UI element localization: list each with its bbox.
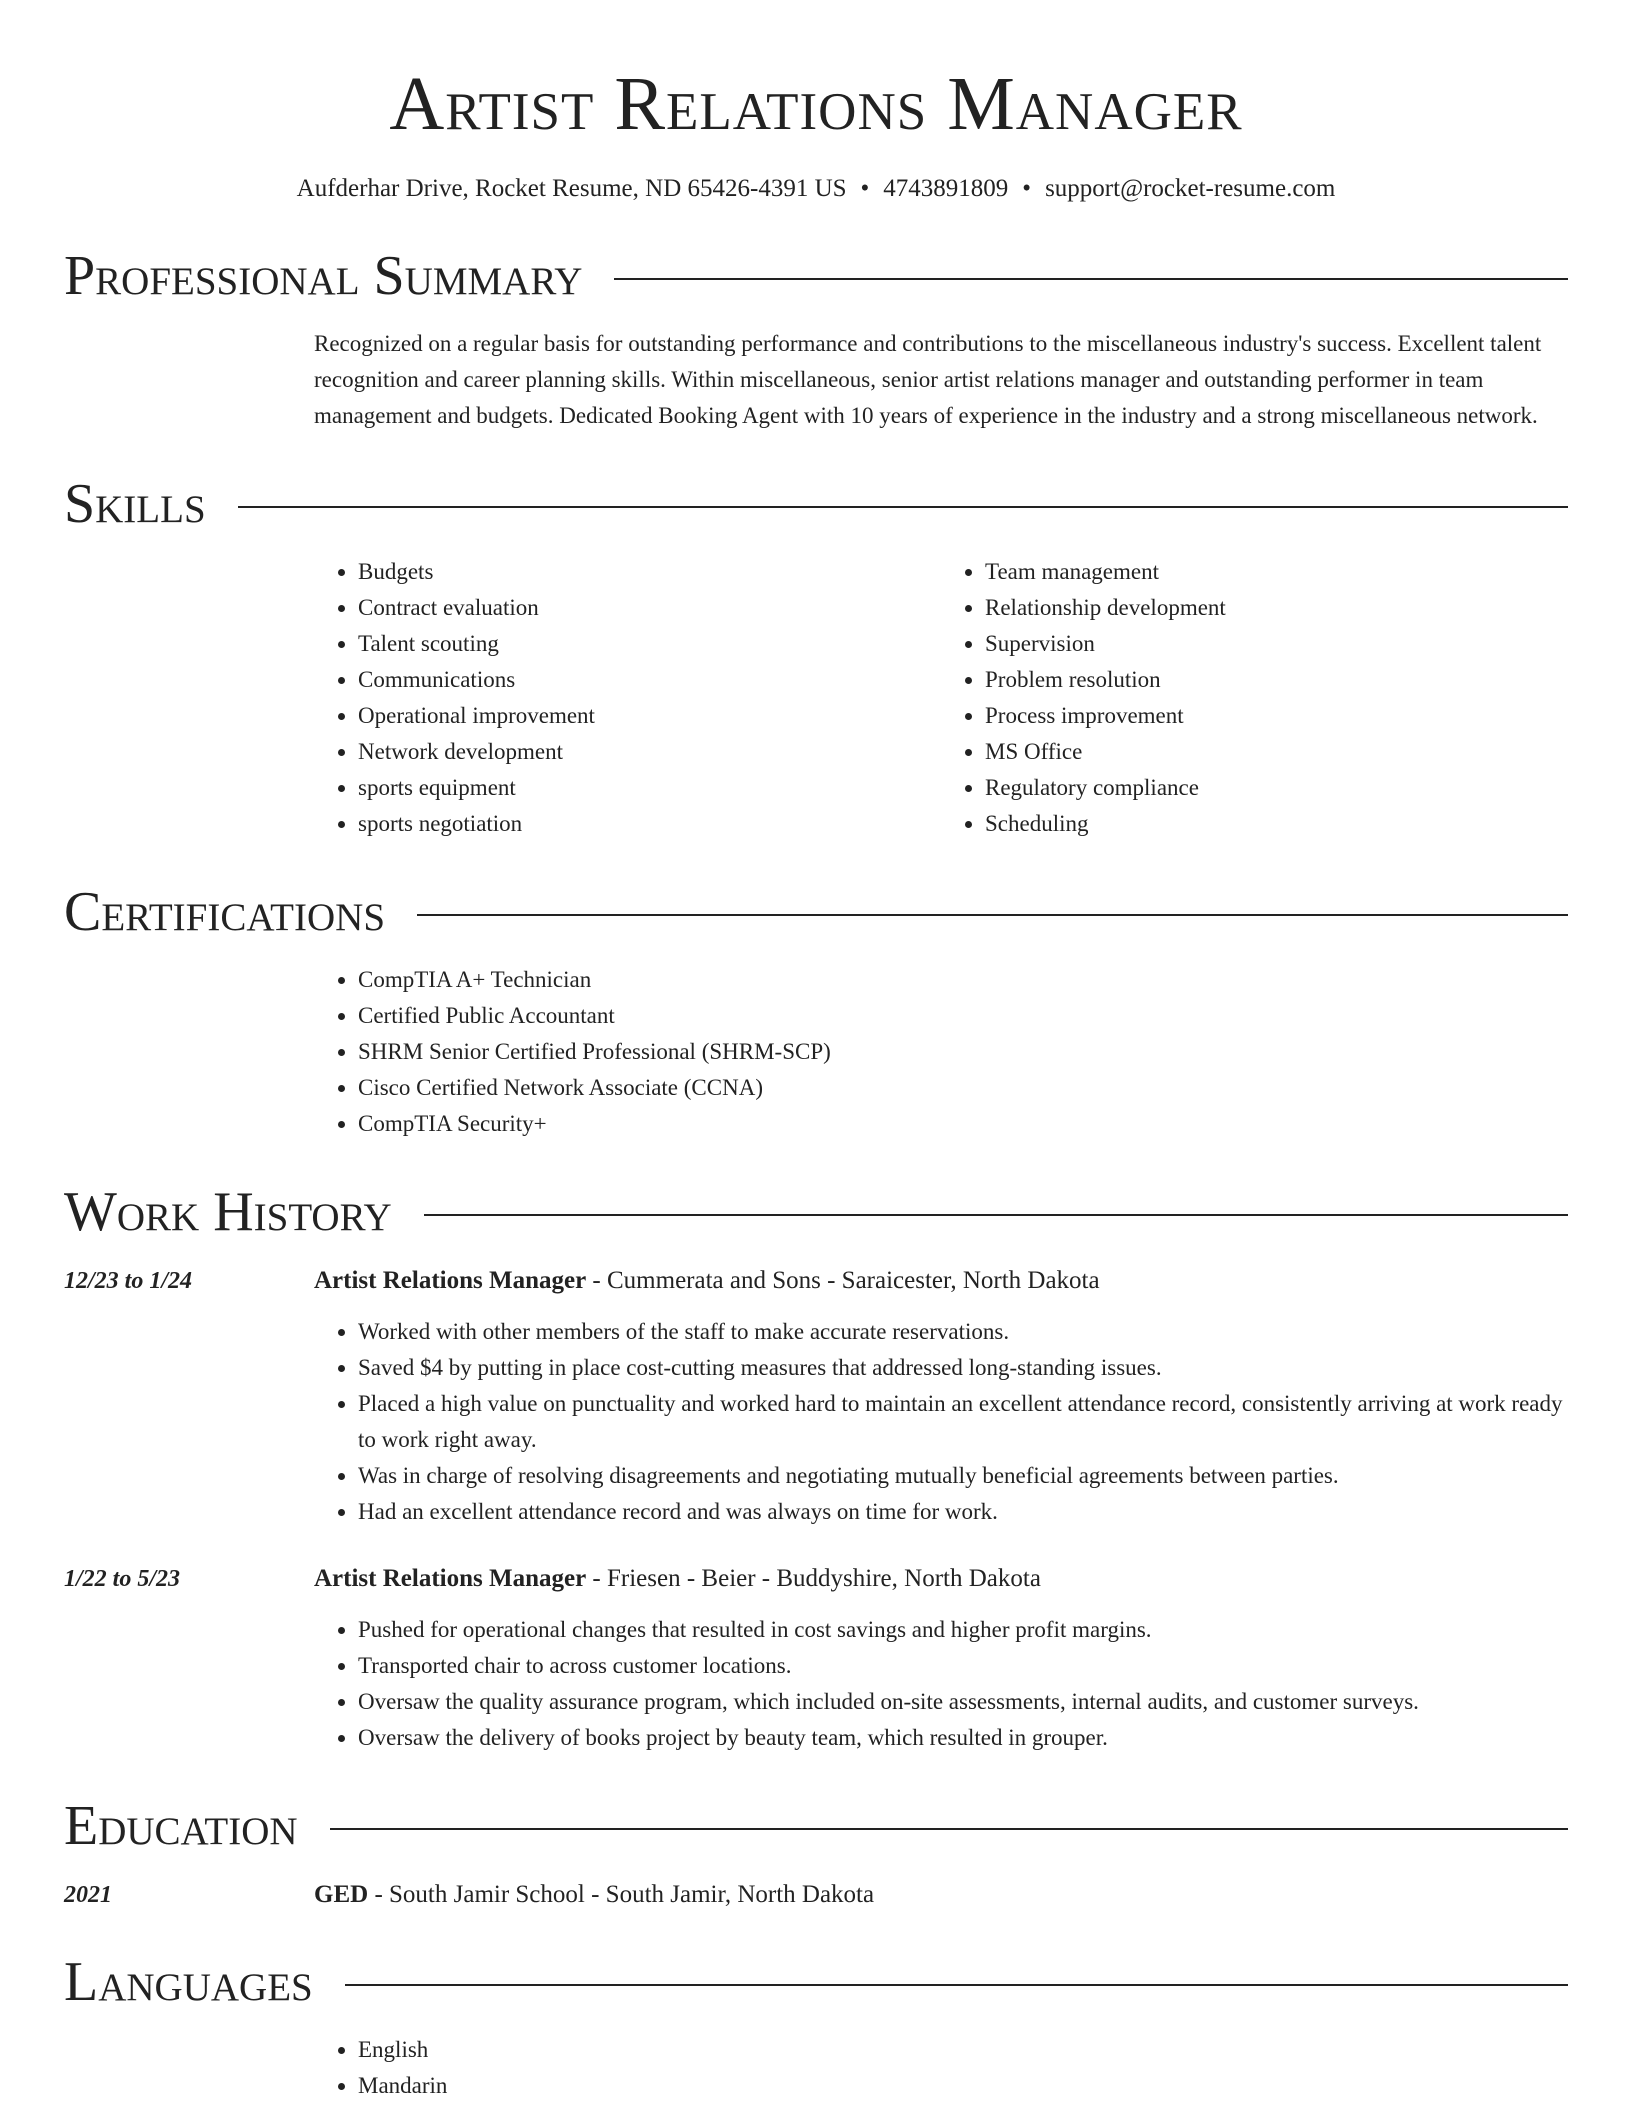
education-entry — [64, 1878, 1568, 1912]
section-title-languages: Languages — [64, 1951, 313, 2013]
job-bullet: • Had an excellent attendance record and was always on time for work. — [358, 1494, 1568, 1530]
job-entry — [64, 1562, 1568, 1756]
skill-item: • Budgets — [358, 554, 941, 590]
skill-item: • Relationship development — [985, 590, 1568, 626]
job-entry — [64, 1264, 1568, 1530]
section-header-languages — [64, 1950, 1568, 2014]
job-bullet: • Placed a high value on punctuality and worked hard to maintain an excellent attendance record, consistently arriving at work ready to work right away. — [358, 1386, 1568, 1458]
summary-text: Recognized on a regular basis for outstanding performance and contributions to the miscellaneous industry's success. Excellent talent recognition and career planning skills. Within miscellaneous, senior artist relations manager and outstanding performer in team management and budgets. Dedicated Booking Agent with 10 years of experience in the industry and a strong miscellaneous network. — [314, 331, 1542, 428]
languages-list — [314, 2032, 1568, 2104]
education-details: - South Jamir School - South Jamir, North Dakota — [368, 1881, 875, 1908]
skill-item: • Talent scouting — [358, 626, 941, 662]
certifications-block — [314, 962, 1568, 1142]
certification-item: • CompTIA Security+ — [358, 1106, 1568, 1142]
skill-item: • Contract evaluation — [358, 590, 941, 626]
job-bullet: • Oversaw the quality assurance program, which included on-site assessments, internal audits, and customer surveys. — [358, 1684, 1419, 1720]
job-bullets — [314, 1314, 1568, 1530]
skill-item: • Network development — [358, 734, 941, 770]
section-title-education: Education — [64, 1795, 298, 1857]
skills-list-left — [314, 554, 941, 842]
section-title-skills: Skills — [64, 473, 206, 535]
job-role: Artist Relations Manager — [314, 1565, 587, 1592]
job-bullet: • Oversaw the delivery of books project by beauty team, which resulted in grouper. — [358, 1720, 1419, 1756]
certification-item: • Cisco Certified Network Associate (CCNA) — [358, 1070, 1568, 1106]
section-header-summary — [64, 244, 1568, 308]
job-bullet: • Worked with other members of the staff to make accurate reservations. — [358, 1314, 1568, 1350]
education-degree: GED — [314, 1881, 369, 1908]
section-rule — [417, 914, 1568, 916]
section-rule — [614, 278, 1568, 280]
skill-item: • Supervision — [985, 626, 1568, 662]
skills-grid — [314, 554, 1568, 842]
job-bullet: • Transported chair to across customer locations. — [358, 1648, 1419, 1684]
resume-name: Artist Relations Manager — [389, 62, 1243, 146]
section-rule — [345, 1984, 1568, 1986]
job-bullets — [314, 1612, 1419, 1756]
contact-phone: 4743891809 — [883, 175, 1009, 202]
section-header-work — [64, 1180, 1568, 1244]
job-body — [314, 1562, 1419, 1756]
job-bullet: • Was in charge of resolving disagreements and negotiating mutually beneficial agreements between parties. — [358, 1458, 1568, 1494]
skill-item: • sports negotiation — [358, 806, 941, 842]
contact-separator: • — [1022, 175, 1032, 202]
job-dates: 12/23 to 1/24 — [64, 1268, 193, 1294]
job-role: Artist Relations Manager — [314, 1267, 587, 1294]
skills-list-right — [941, 554, 1568, 842]
job-bullet: • Saved $4 by putting in place cost-cutting measures that addressed long-standing issues. — [358, 1350, 1568, 1386]
job-details: - Friesen - Beier - Buddyshire, North Dakota — [586, 1565, 1041, 1592]
section-title-certifications: Certifications — [64, 881, 386, 943]
job-details: - Cummerata and Sons - Saraicester, North Dakota — [586, 1267, 1100, 1294]
section-title-work: Work History — [64, 1181, 392, 1243]
contact-email: support@rocket-resume.com — [1045, 175, 1336, 202]
skill-item: • Operational improvement — [358, 698, 941, 734]
skill-item: • MS Office — [985, 734, 1568, 770]
section-rule — [238, 506, 1568, 508]
section-header-skills — [64, 472, 1568, 536]
skill-item: • Team management — [985, 554, 1568, 590]
education-heading — [314, 1878, 874, 1912]
job-body — [314, 1264, 1568, 1530]
certification-item: • Certified Public Accountant — [358, 998, 1568, 1034]
education-year: 2021 — [64, 1882, 112, 1908]
certification-item: • SHRM Senior Certified Professional (SHRM-SCP) — [358, 1034, 1568, 1070]
section-rule — [330, 1828, 1568, 1830]
certifications-list — [314, 962, 1568, 1142]
skill-item: • Process improvement — [985, 698, 1568, 734]
section-rule — [424, 1214, 1568, 1216]
skill-item: • sports equipment — [358, 770, 941, 806]
certification-item: • CompTIA A+ Technician — [358, 962, 1568, 998]
job-dates: 1/22 to 5/23 — [64, 1566, 181, 1592]
job-heading — [314, 1562, 1419, 1596]
job-bullet: • Pushed for operational changes that resulted in cost savings and higher profit margins. — [358, 1612, 1419, 1648]
skill-item: • Communications — [358, 662, 941, 698]
section-title-summary: Professional Summary — [64, 245, 583, 307]
language-item: • English — [358, 2032, 1568, 2068]
skill-item: • Regulatory compliance — [985, 770, 1568, 806]
skill-item: • Problem resolution — [985, 662, 1568, 698]
skill-item: • Scheduling — [985, 806, 1568, 842]
contact-line — [64, 172, 1568, 206]
contact-separator: • — [860, 175, 870, 202]
contact-address: Aufderhar Drive, Rocket Resume, ND 65426-4391 US — [296, 175, 847, 202]
section-header-education — [64, 1794, 1568, 1858]
section-header-certifications — [64, 880, 1568, 944]
language-item: • Mandarin — [358, 2068, 1568, 2104]
job-heading — [314, 1264, 1568, 1298]
languages-block — [314, 2032, 1568, 2104]
